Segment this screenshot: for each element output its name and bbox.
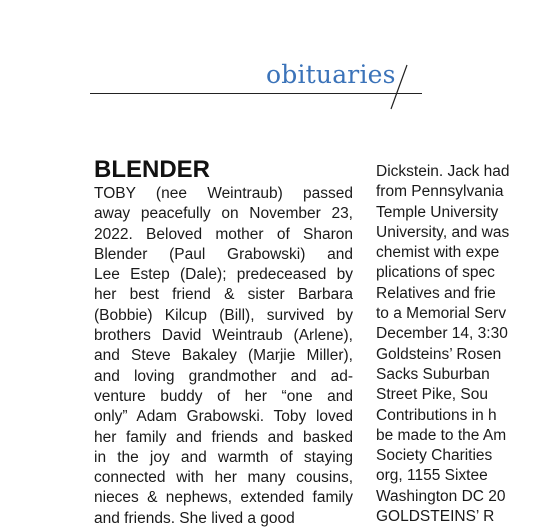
- obituary-text-line: her best friend & sister Barbara: [94, 286, 353, 304]
- obituary-text-line: University, and was: [376, 223, 510, 241]
- obituary-text-line: and friends. She lived a good: [94, 509, 295, 527]
- obituary-text-line: Street Pike, Sou: [376, 386, 489, 404]
- obituary-text-line: org, 1155 Sixtee: [376, 467, 488, 485]
- obituary-text-line: brothers David Weintraub (Arlene),: [94, 327, 353, 345]
- obituary-text-line: Temple University: [376, 203, 499, 221]
- obituary-text-line: in the joy and warmth of staying: [94, 448, 353, 466]
- obituary-text-line: Goldsteins’ Rosen: [376, 345, 502, 363]
- obituary-text-line: connected with her many cousins,: [94, 469, 353, 487]
- obituary-text-line: Dickstein. Jack had: [376, 163, 510, 180]
- header-slash-ornament: [388, 64, 410, 110]
- obituary-text-line: Lee Estep (Dale); predeceased by: [94, 266, 353, 284]
- obituary-text-line: plications of spec: [376, 264, 495, 282]
- obituary-text-line: venture buddy of her “one and: [94, 387, 353, 405]
- obituary-text-line: chemist with expe: [376, 244, 500, 262]
- obituary-column-right: [376, 162, 536, 527]
- obituary-text-line: away peacefully on November 23,: [94, 205, 353, 223]
- obituary-text-line: be made to the Am: [376, 426, 507, 444]
- obituary-text-line: her family and friends and basked: [94, 428, 353, 446]
- obituary-text-line: Relatives and frie: [376, 284, 496, 302]
- obituary-text-line: Washington DC 20: [376, 487, 506, 505]
- obituary-text-line: TOBY (nee Weintraub) passed: [94, 185, 353, 202]
- header-divider: [90, 93, 422, 94]
- obituary-text-line: 2022. Beloved mother of Sharon: [94, 225, 353, 243]
- obituary-text-line: from Pennsylvania: [376, 183, 504, 201]
- obituary-name: BLENDER: [94, 156, 211, 183]
- obituary-text-line: Society Charities: [376, 447, 493, 465]
- obituary-text-line: GOLDSTEINS’ R: [376, 508, 495, 526]
- obituary-text-line: (Bobbie) Kilcup (Bill), survived by: [94, 306, 353, 324]
- obituary-column-left: [94, 156, 353, 529]
- section-title: obituaries: [266, 60, 396, 89]
- obituary-text-line: Contributions in h: [376, 406, 497, 424]
- obituary-text-line: and Steve Bakaley (Marjie Miller),: [94, 347, 353, 365]
- obituary-text-line: and loving grandmother and ad-: [94, 367, 353, 385]
- obituary-text-line: nieces & nephews, extended family: [94, 489, 353, 507]
- obituary-text-line: Sacks Suburban: [376, 365, 490, 383]
- obituary-text-line: December 14, 3:30: [376, 325, 508, 343]
- obituary-text-line: only” Adam Grabowski. Toby loved: [94, 408, 353, 426]
- obituary-text-line: Blender (Paul Grabowski) and: [94, 245, 353, 263]
- obituary-text-line: to a Memorial Serv: [376, 305, 507, 323]
